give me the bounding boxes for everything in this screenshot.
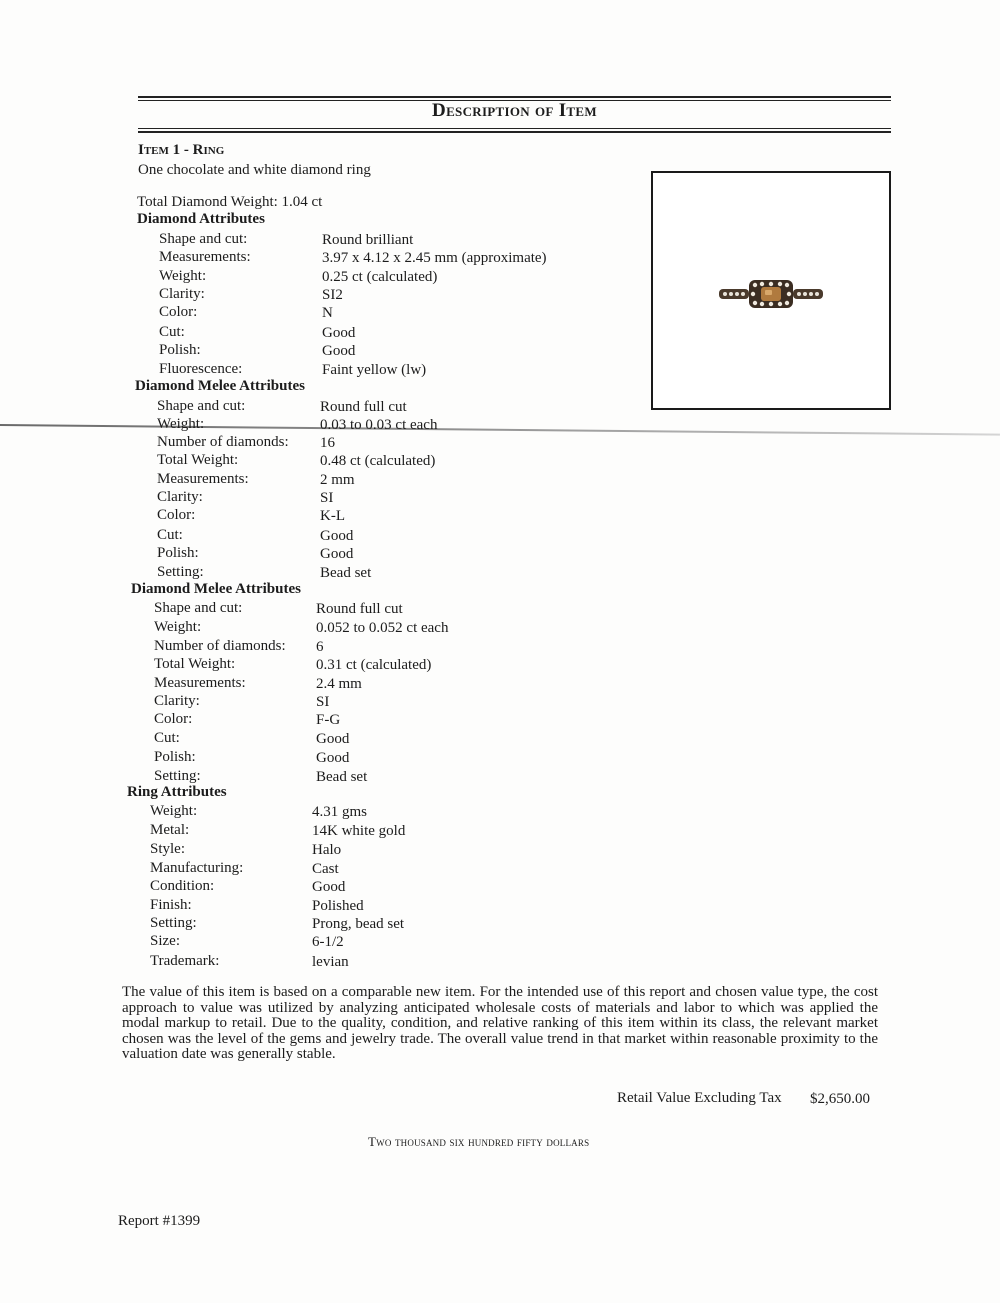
attribute-value: Good <box>316 750 350 766</box>
attribute-label: Number of diamonds: <box>157 434 289 450</box>
attribute-value: 16 <box>320 435 335 451</box>
attribute-label: Polish: <box>159 342 201 358</box>
attribute-label: Fluorescence: <box>159 361 243 377</box>
attribute-value: 6 <box>316 639 324 655</box>
attribute-value: 0.03 to 0.03 ct each <box>320 417 438 433</box>
bottom-double-rule <box>138 131 891 133</box>
attribute-label: Manufacturing: <box>150 860 244 876</box>
item-header: Item 1 - Ring <box>138 142 225 158</box>
ring-photo-frame <box>651 171 891 410</box>
attribute-value: Polished <box>312 898 364 914</box>
attribute-label: Number of diamonds: <box>154 638 286 654</box>
center-stone-highlight <box>765 290 772 295</box>
attribute-label: Cut: <box>159 324 185 340</box>
paper-fold-crease <box>0 424 1000 436</box>
attribute-value: 2 mm <box>320 472 355 488</box>
attribute-label: Condition: <box>150 878 215 894</box>
attribute-label: Trademark: <box>150 953 220 969</box>
attribute-label: Color: <box>154 711 193 727</box>
attribute-label: Setting: <box>154 768 201 784</box>
attribute-label: Polish: <box>157 545 199 561</box>
attribute-value: Round full cut <box>316 601 403 617</box>
attribute-value: 4.31 gms <box>312 804 368 820</box>
attribute-label: Cut: <box>154 730 180 746</box>
attribute-label: Cut: <box>157 527 183 543</box>
attribute-value: 2.4 mm <box>316 676 362 692</box>
bottom-rule-thin <box>138 128 891 129</box>
attribute-label: Measurements: <box>159 249 251 265</box>
section-heading: Diamond Attributes <box>137 211 265 227</box>
attribute-value: Good <box>312 879 346 895</box>
item-description: One chocolate and white diamond ring <box>138 162 371 178</box>
attribute-label: Shape and cut: <box>159 231 248 247</box>
attribute-value: Bead set <box>320 565 372 581</box>
attribute-label: Setting: <box>157 564 204 580</box>
attribute-label: Measurements: <box>157 471 249 487</box>
attribute-label: Clarity: <box>154 693 200 709</box>
valuation-paragraph: The value of this item is based on a comparable new item. For the intended use of this report and chosen value type, the cost approach to value was utilized by analyzing anticipated wholesale costs of materials and labor to which was applied the modal markup to retail. Due to the quality, condition, and relative ranking of this item within its class, the relevant market chosen was the level of the gems and jewelry trade. The overall value trend in that market within reasonable proximity to the valuation date was generally stable. <box>122 984 878 1062</box>
attribute-label: Measurements: <box>154 675 246 691</box>
attribute-label: Clarity: <box>159 286 205 302</box>
attribute-label: Size: <box>150 933 180 949</box>
attribute-value: Round full cut <box>320 399 407 415</box>
attribute-value: 0.25 ct (calculated) <box>322 269 438 285</box>
attribute-label: Finish: <box>150 897 192 913</box>
attribute-value: 3.97 x 4.12 x 2.45 mm (approximate) <box>322 250 547 266</box>
attribute-label: Color: <box>157 507 196 523</box>
attribute-value: Good <box>322 343 356 359</box>
section-heading: Diamond Melee Attributes <box>135 378 305 394</box>
attribute-value: 0.31 ct (calculated) <box>316 657 432 673</box>
attribute-value: Good <box>320 528 354 544</box>
attribute-value: F-G <box>316 712 341 728</box>
attribute-label: Total Weight: <box>157 452 239 468</box>
attribute-value: SI <box>316 694 330 710</box>
section-heading: Diamond Melee Attributes <box>131 581 301 597</box>
attribute-value: Round brilliant <box>322 232 414 248</box>
attribute-value: SI2 <box>322 287 343 303</box>
attribute-value: 6-1/2 <box>312 934 344 950</box>
attribute-value: levian <box>312 954 349 970</box>
attribute-value: Prong, bead set <box>312 916 405 932</box>
attribute-label: Polish: <box>154 749 196 765</box>
attribute-label: Weight: <box>150 803 198 819</box>
attribute-value: Bead set <box>316 769 368 785</box>
attribute-label: Total Weight: <box>154 656 236 672</box>
report-number: Report #1399 <box>118 1213 201 1229</box>
attribute-value: N <box>322 305 333 321</box>
ring-photo-icon <box>717 279 827 309</box>
retail-value-label: Retail Value Excluding Tax <box>617 1090 782 1106</box>
attribute-value: SI <box>320 490 334 506</box>
attribute-value: 0.48 ct (calculated) <box>320 453 436 469</box>
attribute-label: Color: <box>159 304 198 320</box>
attribute-label: Setting: <box>150 915 197 931</box>
total-diamond-weight: Total Diamond Weight: 1.04 ct <box>137 194 323 210</box>
attribute-label: Shape and cut: <box>154 600 243 616</box>
attribute-value: K-L <box>320 508 345 524</box>
attribute-label: Clarity: <box>157 489 203 505</box>
value-in-words: Two thousand six hundred fifty dollars <box>368 1134 590 1149</box>
attribute-value: Faint yellow (lw) <box>322 362 427 378</box>
attribute-value: 0.052 to 0.052 ct each <box>316 620 449 636</box>
attribute-label: Weight: <box>154 619 202 635</box>
retail-value-amount: $2,650.00 <box>810 1091 870 1107</box>
attribute-value: Good <box>320 546 354 562</box>
attribute-value: Good <box>316 731 350 747</box>
attribute-value: Halo <box>312 842 342 858</box>
page-title: Description of Item <box>432 100 597 121</box>
attribute-label: Weight: <box>159 268 207 284</box>
top-double-rule <box>138 96 891 98</box>
attribute-value: Cast <box>312 861 339 877</box>
attribute-value: 14K white gold <box>312 823 406 839</box>
attribute-value: Good <box>322 325 356 341</box>
attribute-label: Shape and cut: <box>157 398 246 414</box>
section-heading: Ring Attributes <box>127 784 227 800</box>
attribute-label: Metal: <box>150 822 190 838</box>
attribute-label: Weight: <box>157 416 205 432</box>
attribute-label: Style: <box>150 841 186 857</box>
